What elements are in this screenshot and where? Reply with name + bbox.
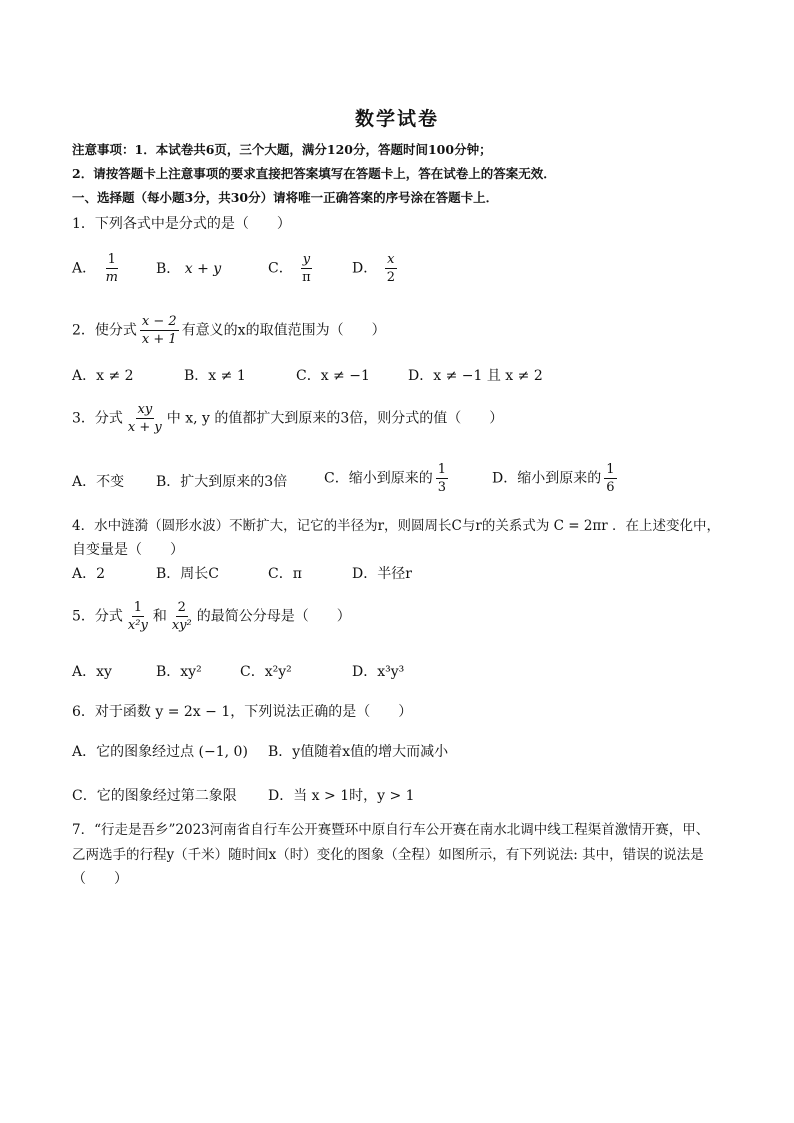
question-2-stem — [72, 314, 386, 347]
q3-prefix: 3．分式 — [72, 410, 123, 427]
q4-option-c: C．π — [268, 566, 302, 582]
q5-fraction-1 — [126, 600, 150, 633]
q1-option-a-label: A． — [72, 260, 97, 277]
question-6-stem: 6．对于函数 y = 2x − 1，下列说法正确的是（ ） — [72, 704, 413, 720]
q2-option-b: B．x ≠ 1 — [184, 368, 246, 384]
q2-option-d: D．x ≠ −1 且 x ≠ 2 — [408, 368, 543, 384]
fraction-numerator: 1 — [606, 462, 615, 477]
q6-option-d: D．当 x > 1时，y > 1 — [268, 788, 415, 804]
q5-suffix: 的最简公分母是（ ） — [196, 608, 351, 625]
q5-option-d: D．x³y³ — [352, 664, 405, 680]
q1-option-a — [72, 252, 123, 285]
q1-option-c-label: C． — [268, 260, 293, 277]
question-4-line-2: 自变量是（ ） — [72, 542, 184, 558]
q1-option-c-fraction — [300, 252, 313, 285]
q2-option-a: A．x ≠ 2 — [72, 368, 134, 384]
q3-option-d — [492, 462, 620, 495]
q2-suffix: 有意义的x的取值范围为（ ） — [181, 322, 386, 339]
q2-fraction — [140, 314, 179, 347]
page-title: 数学试卷 — [354, 108, 439, 130]
q4-option-d: D．半径r — [352, 566, 412, 582]
question-4-line-1: 4．水中涟漪（圆形水波）不断扩大，记它的半径为r，则圆周长C与r的关系式为 C = 2πr ．在上述变化中， — [72, 518, 721, 534]
q3-fraction — [126, 402, 164, 435]
fraction-denominator: x + 1 — [141, 332, 177, 347]
q3-option-d-fraction — [604, 462, 616, 495]
fraction-denominator: x²y — [127, 618, 148, 633]
fraction-denominator: π — [302, 270, 311, 285]
question-7-line-2: 乙两选手的行程y（千米）随时间x（时）变化的图象（全程）如图所示，有下列说法: 其中，错误的说法是 — [72, 847, 704, 863]
fraction-denominator: xy² — [171, 618, 192, 633]
question-7-line-3: （ ） — [72, 871, 128, 887]
q1-option-b-text: x + y — [184, 261, 222, 277]
notice-line-1: 注意事项：1．本试卷共6页，三个大题，满分120分，答题时间100分钟； — [72, 142, 492, 157]
q5-option-a: A．xy — [72, 664, 112, 680]
q5-option-c: C．x²y² — [240, 664, 292, 680]
q3-option-c-text: C．缩小到原来的 — [324, 470, 433, 487]
fraction-numerator: 1 — [437, 462, 446, 477]
q6-option-b: B．y值随着x值的增大而减小 — [268, 744, 449, 760]
q5-option-b: B．xy² — [156, 664, 202, 680]
q6-option-c: C．它的图象经过第二象限 — [72, 788, 237, 804]
q1-option-a-fraction — [104, 252, 120, 285]
q1-option-c — [268, 252, 316, 285]
q3-option-b: B．扩大到原来的3倍 — [156, 474, 288, 490]
q3-option-a: A．不变 — [72, 474, 125, 490]
q3-option-d-text: D．缩小到原来的 — [492, 470, 602, 487]
q3-option-c-fraction — [436, 462, 448, 495]
q2-option-c: C．x ≠ −1 — [296, 368, 370, 384]
fraction-numerator: y — [302, 252, 311, 267]
question-5-stem — [72, 600, 351, 633]
fraction-denominator: 3 — [437, 480, 446, 495]
q4-option-b: B．周长C — [156, 566, 219, 582]
fraction-numerator: 1 — [107, 252, 116, 267]
q3-option-c — [324, 462, 451, 495]
q6-option-a: A．它的图象经过点 (−1, 0) — [72, 744, 248, 760]
fraction-numerator: x − 2 — [141, 314, 177, 329]
q1-option-b-label: B． — [156, 261, 181, 277]
q5-prefix: 5．分式 — [72, 608, 123, 625]
q2-prefix: 2．使分式 — [72, 322, 137, 339]
fraction-denominator: 6 — [606, 480, 615, 495]
question-3-stem — [72, 402, 503, 435]
fraction-denominator: m — [105, 270, 118, 285]
q3-suffix: 中 x, y 的值都扩大到原来的3倍，则分式的值（ ） — [166, 410, 504, 427]
fraction-numerator: 1 — [133, 600, 142, 615]
question-1-stem: 1．下列各式中是分式的是（ ） — [72, 216, 291, 232]
q1-option-d-label: D． — [352, 260, 378, 277]
fraction-numerator: 2 — [177, 600, 186, 615]
q1-option-d-fraction — [385, 252, 397, 285]
notice-line-2: 2．请按答题卡上注意事项的要求直接把答案填写在答题卡上，答在试卷上的答案无效． — [72, 166, 556, 181]
fraction-numerator: x — [387, 252, 395, 267]
fraction-denominator: 2 — [386, 270, 395, 285]
question-7-line-1: 7．“行走是吾乡”2023河南省自行车公开赛暨环中原自行车公开赛在南水北调中线工程渠首激情开赛，甲、 — [72, 822, 710, 838]
q1-option-b — [156, 259, 221, 279]
section-heading: 一、选择题（每小题3分，共30分）请将唯一正确答案的序号涂在答题卡上． — [72, 190, 499, 205]
q5-mid: 和 — [152, 608, 167, 625]
q1-option-d — [352, 252, 400, 285]
q4-option-a: A．2 — [72, 566, 106, 582]
fraction-numerator: xy — [137, 402, 153, 417]
fraction-denominator: x + y — [127, 420, 162, 435]
q5-fraction-2 — [170, 600, 194, 633]
